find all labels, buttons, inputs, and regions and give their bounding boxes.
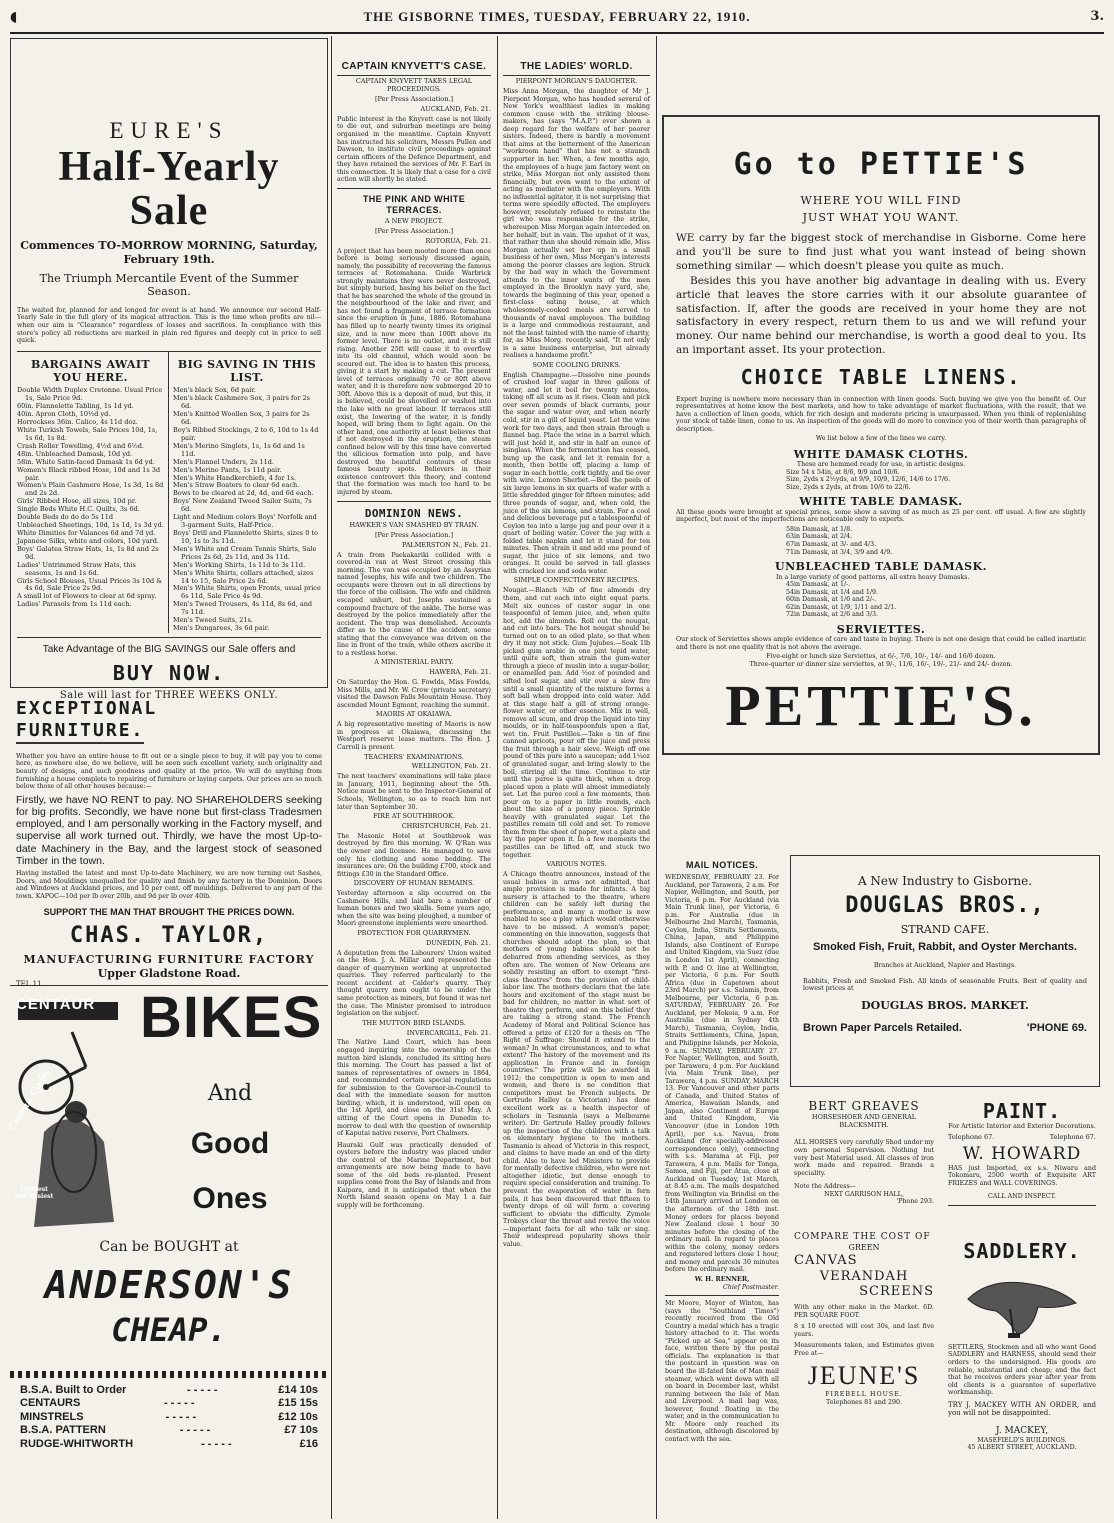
leader-dots: - - - - - — [187, 1384, 218, 1396]
bikes-ones: Ones — [192, 1182, 268, 1215]
minparty-body: On Saturday the Hon. G. Fowlds, Miss Fowlds, Miss Mills, and Mr. W. Crow (private secretary) visited the Dawson Falls Mountain House. They ascended Mount Egmont, reaching the summit. — [337, 679, 491, 709]
mutton-dateline: INVERCARGILL, Feb. 21. — [406, 1028, 491, 1037]
bargain-item: 60in. Flannelette Tabling, 1s 1d yd. — [17, 402, 134, 411]
mackey-street: 45 ALBERT STREET, AUCKLAND. — [967, 1444, 1077, 1452]
douglas-phone: 'PHONE 69. — [1026, 1022, 1087, 1035]
newspaper-title: THE GISBORNE TIMES, TUESDAY, FEBRUARY 22, 1910. — [363, 9, 751, 24]
bike-model: CENTAURS — [20, 1397, 81, 1410]
greaves-note: Note the Address— — [794, 1183, 856, 1191]
petties-logo: PETTIE'S. — [725, 673, 1037, 739]
furniture-firstly: Firstly, we have NO RENT to pay. NO SHAREHOLDERS seeking for big profits. Secondly, we have none but first-class Tradesmen employed, and I am personally working in the Factory myself, and supervise all work turned out. Thirdly, we have the most Up-to-date Machinery in the Bay, and the largest stock of seasoned Timber in the town. — [16, 793, 322, 868]
bikes-good: Good — [190, 1127, 270, 1160]
unbleached-item: 72in Damask, at 2/6 and 3/3. — [786, 611, 879, 619]
maoris-body: A big representative meeting of Maoris is now in progress at Okaiawa, discussing the Westport reserve lease matters. The Hon. J. Carroll is present. — [337, 721, 491, 751]
serviettes: SERVIETTES. — [836, 622, 926, 636]
douglas-branches: Branches at Auckland, Napier and Hastings. — [873, 962, 1017, 970]
page-number: 3. — [1090, 9, 1104, 24]
furniture-ad — [10, 688, 328, 989]
bike-price-row — [10, 1384, 328, 1397]
bike-price: £15 15s — [278, 1397, 318, 1410]
bikes-and: And — [207, 1081, 253, 1106]
bargain-item: 58in. White Satin-faced Damask 1s 6d yd. — [17, 457, 155, 466]
bargain-item: Women's Black ribbed Hose, 10d and 1s 3d pair. — [17, 465, 161, 482]
petties-ad — [662, 115, 1100, 755]
paint-ad — [944, 1095, 1100, 1230]
saving-item: Men's White and Cream Tennis Shirts, Sale Prices 2s 6d, 2s 11d, and 3s 11d. — [173, 544, 317, 561]
cooling-body: English Champagne.—Dissolve nine pounds of crushed loaf sugar in three gallons of water, and let it boil for twenty minutes, taking off all scum as it rises. Clean and pick over seven pounds of black currants, pour the sugar and water over, and when nearly cold, stir in a gill of liquid yeast. Let the wine work for two days, and then strain through a flannel bag. Place the wine in a barrel which will just hold it, and stir in half an ounce of isinglass. When the fermentation has ceased, bung up the cask, and let it remain for a month, then bottle off, placing a lump of sugar in each bottle, cork tightly, and tie over with wire. Lemon Sherbet.—Boil the peels of six large lemons in six quarts of water with a little shredded ginger for fifteen minutes; add three pounds of sugar, and, when cold, the juice of the six lemons, and strain. For a cool and delicious beverage put a tablespoonful of Ceylon tea into a large jug and pour over it a quart of boiling water. Cover the jug with a folded table napkin and let it stand for ten minutes. Then strain it and add one pound of sugar, the juice of six lemons, and two oranges. It could be served in tall glasses with cracked ice and soda water. — [503, 371, 650, 575]
unbleached-item: 45in Damask, at 1/-. — [786, 581, 851, 589]
serviettes-2: Three-quarter or dinner size serviettes, at 9/-, 11/6, 16/-, 19/-, 21/- and 24/- dozen. — [749, 660, 1013, 668]
sale-last: Sale will last for THREE WEEKS ONLY. — [59, 689, 279, 701]
petties-intro2: Besides this you have another big advantage in dealing with us. Every article that leaves the store carries with it our absolute guarantee of satisfaction. If, after the goods are received in your home they are not satisfactory in every respect, return them to us and we will refund your money. Our name behind our merchandise, is worth a good deal to you. Its an important asset. Its your protection. — [676, 275, 1086, 356]
bike-price-list — [10, 1384, 328, 1451]
bike-price-row — [10, 1411, 328, 1424]
cheap: CHEAP. — [111, 1311, 227, 1349]
saddlery-ad — [944, 1235, 1100, 1518]
canvas-measure: Measurements taken, and Estimates given Free at— — [794, 1342, 934, 1358]
saving-item: Men's Dungarees, 3s 6d pair. — [173, 624, 270, 633]
saving-list — [173, 387, 321, 633]
paint-call: CALL AND INSPECT. — [948, 1193, 1096, 1206]
canvas-screens: SCREENS — [859, 1284, 934, 1300]
terraces-dateline: ROTORUA, Feb. 21. — [425, 236, 491, 245]
greaves-phone: 'Phone 293. — [896, 1198, 934, 1206]
douglas-market: DOUGLAS BROS. MARKET. — [861, 998, 1029, 1012]
greaves-name: BERT GREAVES — [808, 1099, 920, 1113]
paint-tel: Telephone 67. — [948, 1132, 995, 1141]
canvas-canvas: CANVAS — [794, 1252, 858, 1268]
jeunes-logo: JEUNE'S — [807, 1360, 921, 1390]
road: Upper Gladstone Road. — [97, 966, 241, 980]
leader-dots: - - - - - — [163, 1397, 195, 1410]
column-2-news — [334, 38, 494, 1519]
bike-price: £14 10s — [278, 1384, 318, 1396]
morgan-head: PIERPONT MORGAN'S DAUGHTER. — [515, 77, 638, 86]
saddlery-head: SADDLERY. — [963, 1239, 1081, 1263]
buy-now: BUY NOW. — [112, 661, 226, 686]
eure-advantage: Take Advantage of the BIG SAVINGS our Sale offers and — [42, 643, 296, 655]
mutton-head: THE MUTTON BIRD ISLANDS. — [362, 1018, 466, 1027]
mackey-bldg: MASEFIELD'S BUILDINGS. — [977, 1436, 1067, 1444]
petties-intro: WE carry by far the biggest stock of merchandise in Gisborne. Come here and you'll be sure to find just what you want instead of being shown something similar — which doesn't please you quite as much. — [676, 232, 1086, 272]
white-table-damask: WHITE TABLE DAMASK. — [799, 495, 963, 509]
saddle-illustration — [948, 1269, 1096, 1341]
bargains-list — [17, 387, 164, 609]
saving-item: Boy's Ribbed Stockings, 2 to 6, 10d to 1s 4d pair. — [173, 426, 319, 442]
hawker-head: HAWKER'S VAN SMASHED BY TRAIN. — [349, 520, 479, 529]
expert-buying: Expert buying is nowhere more necessary than in connection with linen goods. Such buying we give you the benefit of. Our representatives at home know the best markets, and how to take advantage of market fluctuations, with the result, that we have a collection of linen goods, which for rich design and moderate pricing is unsurpassed. When you think of replenishing your stock of table linen, come to us. An inspection of the goods will do more to convince you of their worth than paragraphs of description. — [676, 395, 1086, 433]
bikes-ad — [6, 985, 328, 1509]
leader-dots: - - - - - — [179, 1424, 211, 1437]
furniture-heading-1: EXCEPTIONAL — [16, 698, 158, 719]
bargain-item: Unbleached Sheetings, 10d, 1s 1d, 1s 3d yd. — [17, 521, 164, 530]
bargain-item: Double Width Duplex Cretonne. Usual Price 1s, Sale Price 9d. — [17, 386, 163, 403]
terraces-head: THE PINK AND WHITE TERRACES. — [362, 193, 466, 215]
furniture-heading-2: FURNITURE. — [16, 720, 144, 744]
eure-name: EURE'S — [109, 118, 229, 143]
bargain-item: Women's Plain Cashmere Hose, 1s 3d, 1s 8d and 2s 2d. — [17, 481, 164, 498]
greaves-trade: HORSESHOER AND GENERAL BLACKSMITH. — [811, 1112, 917, 1129]
knyvett-dateline: AUCKLAND, Feb. 21. — [420, 104, 491, 113]
knyvett-sub: CAPTAIN KNYVETT TAKES LEGAL PROCEEDINGS. — [355, 77, 473, 94]
bike-model: MINSTRELS — [20, 1410, 84, 1423]
fire-dateline: CHRISTCHURCH, Feb. 21. — [401, 822, 491, 831]
quarry-dateline: DUNEDIN, Feb. 21. — [426, 938, 491, 947]
bargain-item: Single Beds White H.C. Quilts, 3s 6d. — [17, 505, 140, 514]
bike-price-row — [10, 1424, 328, 1437]
canvas-ad — [790, 1228, 938, 1518]
paint-for: For Artistic Interior and Exterior Decorations. — [948, 1123, 1096, 1131]
unbleached-damask: UNBLEACHED TABLE DAMASK. — [775, 560, 987, 574]
dominion-head: DOMINION NEWS. — [364, 506, 464, 520]
ladies-head: THE LADIES' WORLD. — [503, 61, 650, 76]
saving-item: Men's Tweed Suits, 21s. — [173, 616, 253, 625]
saving-item: Men's black Cashmere Sox, 3 pairs for 2s 6d. — [173, 394, 310, 411]
bought-at: Can be BOUGHT at — [99, 1239, 239, 1255]
jeunes-house: FIREBELL HOUSE. — [825, 1391, 903, 1399]
white-text: All these goods were brought at special prices, some show a saving of as much as 25 per cent. off usual. A few are slightly imperfect, but most of the imperfections are noticeable only to experts. — [676, 508, 1086, 524]
furniture-machinery: Having installed the latest and most Up-to-date Machinery, we are now turning out Sashes, Doors, and Mouldings unequalled for quality and finish by any factory in the Dominion. Doors and Windows at Auckland prices, and 10 per cent. off mouldings. Delivered to any part of the town. KAPOC—10d per lb over 20lb, and 9d per lb over 40lb. — [16, 870, 322, 900]
saving-item: Men's White Handkerchiefs, 4 for 1s. — [173, 473, 296, 482]
saving-item: Men's black Sox, 6d pair. — [173, 386, 256, 395]
bargain-item: 40in. Apron Cloth, 10½d yd. — [17, 410, 111, 419]
eure-headline: Half-Yearly Sale — [58, 144, 280, 235]
quarry-body: A deputation from the Labourers' Union waited on the Hon. J. A. Millar and represented the danger of quarrymen working at unprotected quarries. They referred particularly to the recent accident at Calder's quarry. They thought quarry men ought to be under the same protection as miners, but found it was not the case. The Minister promised to introduce legislation on the subject. — [337, 949, 491, 1018]
cloth-item: Size 54 x 54in, at 8/6, 9/9 and 10/6. — [786, 468, 900, 476]
paint-head: PAINT. — [982, 1099, 1062, 1123]
mail-sign: W. H. RENNER, — [694, 1275, 750, 1283]
go-to-petties: Go to PETTIE'S — [733, 147, 1029, 182]
unbleached-item: 54in Damask, at 1/4 and 1/9. — [786, 588, 879, 596]
minparty-head: A MINISTERIAL PARTY. — [374, 658, 454, 667]
greaves-address: NEXT GARRISON HALL, — [824, 1190, 904, 1198]
bargain-item: White Dimities for Valances 6d and 7d yd. — [17, 529, 156, 537]
saving-item: Men's Knitted Woollen Sox, 3 pairs for 2s 6d. — [173, 410, 310, 427]
column-3-ladies — [500, 38, 653, 1519]
paint-body: HAS just Imported, ex s.s. Niwaru and Tokomaru, 2500 worth of Exquisite ART FRIEZES and WALL COVERINGS. — [948, 1164, 1096, 1187]
mail-head: MAIL NOTICES. — [685, 860, 759, 870]
unbleached-item: 60in Damask, at 1/6 and 2/-. — [786, 596, 877, 604]
mail-notices — [662, 857, 782, 1517]
bike-price: £7 10s — [284, 1424, 318, 1437]
mackey-name: J. MACKEY, — [995, 1425, 1049, 1436]
knyvett-head: CAPTAIN KNYVETT'S CASE. — [337, 61, 491, 76]
fire-body: The Masonic Hotel at Southbrook was destroyed by fire this morning. W. Q'Ran was the owner and licensee. He managed to save only his clothing and some bedding. The insurances are: On the building £700, stock and fittings £30 in the Standard Office. — [337, 832, 491, 878]
bargain-item: Girls' Ribbed Hose, all sizes, 10d pr. — [17, 497, 137, 506]
eure-intro: The waited for, planned for and longed for event is at hand. We announce our second Half-Yearly Sale in the full glory of its magical attraction. This is the time when profits are nil—when our aim is "Clearance" regardless of losses and sacrifices. In compliance with this store's policy all reductions are marked in plain red figures and deeply cut in price to sell quick. — [17, 306, 321, 345]
factory: MANUFACTURING FURNITURE FACTORY — [23, 953, 315, 967]
douglas-ad — [790, 855, 1100, 1087]
eure-commences: Commences TO-MORROW MORNING, Saturday, February 19th. — [20, 239, 318, 266]
andersons: ANDERSON'S — [44, 1263, 294, 1307]
terraces-sub: A NEW PROJECT. — [384, 216, 444, 225]
saving-item: Men's Straw Boaters to clear 6d each. — [173, 481, 300, 490]
bargain-item: 48in. Unbleached Damask, 10d yd. — [17, 449, 133, 458]
bargains-title: BARGAINS AWAIT YOU HERE. — [31, 357, 150, 384]
saddlery-try: TRY J. MACKEY WITH AN ORDER, and you will not be disappointed. — [948, 1400, 1096, 1418]
serviettes-text: Our stock of Serviettes shows ample evidence of care and taste in buying. There is not one design that could be called inartistic and there is not one quality that is not above the average. — [676, 636, 1086, 651]
saving-item: Men's Working Shirts, 1s 11d to 3s 11d. — [173, 560, 306, 569]
cooling-head: SOME COOLING DRINKS. — [532, 360, 621, 369]
cloth-item: Size, 2yds x 2yds, at from 10/6 to 22/6. — [786, 483, 911, 491]
saving-item: Boys' Drill and Flannelette Shirts, sizes 0 to 10, 1s to 3s 11d. — [173, 529, 318, 545]
serviettes-1: Five-eight or lunch size Serviettes, at 6/-, 7/6, 10/-, 14/- and 16/6 dozen. — [766, 653, 996, 661]
douglas-fish: Smoked Fish, Fruit, Rabbit, and Oyster Merchants. — [812, 940, 1078, 953]
mail-sign2: Chief Postmaster. — [722, 1283, 779, 1291]
leader-dots: - - - - - — [165, 1410, 197, 1423]
bike-model: B.S.A. Built to Order — [20, 1384, 127, 1396]
morgan-body: Miss Anna Morgan, the daughter of Mr J. Pierpont Morgan, who has headed several of New York's wealthiest ladies in making common cause with the striking blouse-makers, has (says "M.A.P.") ever shown a deep regard for the welfare of her poorer sisters. Indeed, there is hardly a movement that aims at the betterment of the American "workroom hand" that has not a staunch supporter in her. When, a few months ago, the employees of a huge jam factory went on strike, Miss Morgan not only assisted them financially, but even went to the extent of acting as mediator with the employers. With no influential agitator, it is not surprising that terms were speedily effected. The employers however, resolutely refused to reinstate the girl who was responsible for the strike, whereupon Miss Morgan again interceded on her behalf, but in vain. The upshot of it was, that rather than she should remain idle, Miss Morgan actually set her up in a small business of her own. Miss Morgan's interests among the poorer classes are legion. Struck by the bad way in which the Government attends to the inner wants of the men employed in the Brooklyn navy yard, she, towards the beginning of this year, opened a first-class eating house, at which wholesomely-cooked meals are served to thousands of naval employees. The building is a large and commodious restaurant, and not the least tainted with the name of charity, for, as Miss Morg. recently said, "It not only is a sane business enterprise, but already realises a handsome profit." — [503, 88, 650, 360]
mail-body: WEDNESDAY, FEBRUARY 23. For Auckland, per Tarawera, 2 a.m. For Napier, Wellington, and South, per Victoria, 6 p.m. For Auckland (via Main Trunk line), per Victoria, 6 p.m. For Australia (due in Melbourne 2nd March), Tasmania, Ceylon, India, Straits Settlements, China, Japan, and Philippine Islands, also Continent of Europe and United Kingdom, via Suez (due in London 1st April), connecting with P. and O. line at Wellington, per Victoria, 6 p.m. For South Africa (due in Capetown about 23rd March) per s.s. Salamis, from Melbourne, per Victoria, 6 p.m. SATURDAY, FEBRUARY 26. For Auckland, per Mokoia, 9 a.m. For Australia (due in Sydney 4th March), Tasmania, Ceylon, India, Straits Settlements, China, Japan, and Philippine Islands, per Mokoia, 9 a.m. SUNDAY, FEBRUARY 27. For Napier, Wellington, and South, per Tarawera, 4 p.m. For Auckland (via Main Trunk line), per Tarawera, 4 p.m. SUNDAY, MARCH 13. For Vancouver and other parts of Canada, and United States of America, Hawaiian Islands, and Japan, also Continent of Europe and United Kingdom, via Vancouver (due in London 19th April), per s.s. Navua, from Auckland (for specially-addressed correspondence only), connecting with s.s. Marama at Fiji, per Tarawera, 4 p.m. Mails for Tonga, Samoa, and Fiji, per Atua, close at Auckland on Tuesday, 1st March, at 8.45 a.m. The mails despatched from Wellington via Brindisi on the 14th January arrived at London on the afternoon of the 18th inst. Money orders for places beyond New Zealand close 1 hour 30 minutes before the closing of the ordinary mail. In regard to places within the colony, money orders and registered letters close 1 hour, and money and parcels 30 minutes before the ordinary mail. — [665, 873, 779, 1274]
bargain-item: Horrockses 36in. Calico, 4s 11d doz. — [17, 418, 138, 427]
teachers-head: TEACHERS' EXAMINATIONS. — [364, 752, 464, 761]
centaur-cycles: Centaur Cycles — [6, 1067, 53, 1133]
douglas-name: DOUGLAS BROS., — [845, 892, 1045, 918]
hawker-dateline: PALMERSTON N., Feb. 21. — [401, 540, 491, 549]
mutton-body: The Native Land Court, which has been engaged inquiring into the ownership of the mutton bird islands, concluded its sitting here this morning. The Court has passed a list of names of representatives of owners in 1864, and recommended certain special regulations for submission to the Governor-in-Council to deal with the immediate season for mutton birding, which, it is understood, will open on the 1st April, and close on the 31st May. A sitting of the Court opens in Dunedin to-morrow to deal with the question of ownership of Kaputai native reserve, Port Chalmers. — [337, 1039, 491, 1138]
bike-model: RUDGE-WHITWORTH — [20, 1437, 134, 1450]
list-intro: We list below a few of the lines we carry. — [815, 435, 947, 443]
bike-price: £12 10s — [278, 1410, 318, 1423]
where-you-will-find: WHERE YOU WILL FIND — [800, 193, 962, 207]
tel: TEL 11. — [16, 980, 44, 989]
canvas-green: GREEN — [848, 1242, 880, 1252]
teachers-dateline: WELLINGTON, Feb. 21. — [411, 762, 491, 771]
furniture-intro: Whether you have an entire house to fit out or a single piece to buy, it will pay you to come here, as nowhere else, do we believe, will be seen such excellent variety, such originality and beauty of designs, and such goodness and quality at the price. We will do anything from furnishing a house complete to repairing of furniture or laying carpets. Our prices are so much below those of all other houses because:— — [16, 752, 322, 791]
saving-item: Men's Merino Pants, 1s 11d pair. — [173, 465, 282, 474]
douglas-cafe: STRAND CAFE. — [900, 923, 990, 937]
knyvett-body: Public interest in the Knyvett case is not likely to die out, and suburban meetings are being organised in the meantime. Captain Knyvett has instructed his solicitors, Messrs Pullen and Dawson, to institute civil proceedings against certain officers of the Defence Department, and they have retained the services of Mr. F. Earl in this connection. It is likely that a case for a civil action will shortly be stated. — [337, 115, 491, 184]
bargain-item: A small lot of Flowers to clear at 6d spray. — [17, 592, 157, 601]
teachers-body: The next teachers' examinations will take place in January, 1911, beginning about the 5th. Notice must be sent to the Inspector-General of Schools, Wellington, so as to reach him not later than September 30. — [337, 773, 491, 811]
hawker-body: A train from Paekakariki collided with a covered-in van at West Street crossing this morning. The van was occupied by an Assyrian named Josephs, his wife and two children. The occupants were thrown out in all directions by the force of the collision. The wife and children escaped unhurt, but Josephs sustained a compound fracture of the ankle. The horse was destroyed by the police immediately after the accident. The trap was demolished. Accounts differ as to the cause of the accident, some stating that the conveyance was driven on the line in front of the train, while others ascribe it to a restless horse. — [337, 551, 491, 657]
unbleached-list — [786, 581, 1086, 619]
saddlery-body: SETTLERS, Stockmen and all who want Good SADDLERY and HARNESS, should send their orders to the undersigned. His goods are reliable, substantial and cheap; and the fact that he receives orders year after year from old clients is a guarantee of superlative workmanship. — [948, 1343, 1096, 1397]
unbleached-item: 62in Damask, at 1/9, 1/11 and 2/1. — [786, 603, 897, 611]
saving-item: Boys' New Zealand Tweed Sailor Suits, 7s 6d. — [173, 497, 312, 514]
fire-head: FIRE AT SOUTHBROOK. — [372, 812, 456, 821]
minparty-dateline: HAWERA, Feb. 21. — [429, 668, 491, 677]
paint-name: W. HOWARD — [962, 1143, 1082, 1164]
saving-item: Bows to be cleared at 2d, 4d, and 6d each. — [173, 489, 314, 498]
just-what-you-want: JUST WHAT YOU WANT. — [802, 211, 960, 224]
cloths-text: These are hemmed ready for use, in artistic designs. — [796, 461, 966, 469]
furniture-support: SUPPORT THE MAN THAT BROUGHT THE PRICES DOWN. — [43, 906, 295, 917]
white-list — [786, 526, 1086, 556]
notes-body: A Chicago theatre announces, instead of the usual babies in arms not admitted, that ample provision is made for infants. A big nursery is attached to the theatre, where children can be safely left during the performance, and many a mother is now enabled to see a play which would otherwise have to be missed. A woman's paper, commenting on this innovation, suggests that churches should adopt the plan, so that mothers of young babies should not be debarred from attending services, as they often are. The women of New Orleans are solidly resisting an effort to exempt "first-class theatres" from the provision of child-labor law. The mothers declare that the late hours and excitement of the stage must be bad for children, no matter in what sort of theatre they perform, and on this belief they are taking a strong stand. The French Academy of Moral and Political Science has offered a prize of £120 for a thesis on "The Right of Suffrage: Should it extend to the woman? In what circumstances, and to what extent? The history of the movement and its application in France and in foreign countries." The prize will be awarded in 1912; the competition is open to men and women, and there is no condition that competitors must be French subjects. Dr Gertrude Halley (a Victorian) has done excellent work as a health inspector of scholars in Tasmania (says a Melbourne writer). Dr. Gertrude Halley proudly follows up the inspection of the children with a talk on elementary hygiene to the mothers. Tasmania is ahead of Victoria in this respect, and claims to have made an end of the dirty child. Also to have led Ministers to provide for mentally defective children, who were not altogether idiotic, but dense enough to require special consideration and training. To prevent the evaporation of water in fern pails, it has been discovered that fifteen to twenty drops of oil will form a covering sufficient to obviate the difficulty. Zymole Trokeys clear the throat and revive the voice—important facts for all who talk or sing. Their widespread popularity shows their value. — [503, 871, 650, 1248]
centaur-brand: CENTAUR — [16, 996, 96, 1013]
remains-body: Yesterday afternoon a slip occurred on the Cashmere Hills, and laid bare a number of human bones and two skulls. Some years ago, when the site was being ploughed, a number of Maori greenstone implements were unearthed. — [337, 890, 491, 928]
bargain-item: Double Beds do do do 5s 11d — [17, 513, 114, 522]
saving-item: Men's Flannel Unders, 2s 11d. — [173, 457, 274, 466]
eure-ad — [10, 38, 328, 701]
saving-item: Men's White Shirts, open Fronts, usual price 6s 11d, Sale Price 4s 9d. — [173, 584, 321, 601]
bargain-item: Boys' Galatea Straw Hats, 1s, 1s 8d and 2s 9d. — [17, 544, 159, 561]
douglas-new: A New Industry to Gisborne. — [857, 874, 1033, 888]
notes-head: VARIOUS NOTES. — [546, 860, 607, 869]
bikes-title: BIKES — [140, 985, 323, 1050]
leader-dots: - - - - - — [201, 1437, 232, 1450]
bike-price-row — [10, 1438, 328, 1451]
maoris-head: MAORIS AT OKAIAWA. — [375, 710, 453, 719]
bargain-item: Crash Roller Towelling, 4½d and 6½d. — [17, 441, 145, 450]
douglas-rabbits: Rabbits, Fresh and Smoked Fish. All kinds of seasonable Fruits. Best of quality and lowest prices at — [803, 977, 1087, 993]
jeunes-tel: Telephones 81 and 290. — [826, 1398, 902, 1406]
unbleached-text: In a large variety of good patterns, all extra heavy Damasks. — [776, 573, 970, 581]
canvas-size: 8 x 10 erected will cost 30s, and last five years. — [794, 1323, 934, 1338]
eure-event: The Triumph Mercantile Event of the Summer Season. — [39, 272, 299, 299]
white-damask-cloths: WHITE DAMASK CLOTHS. — [793, 447, 969, 461]
douglas-paper: Brown Paper Parcels Retailed. — [803, 1022, 962, 1035]
white-damask-item: 67in Damask, at 3/- and 4/3. — [786, 541, 877, 549]
bike-price: £16 — [299, 1437, 318, 1450]
confect-head: SIMPLE CONFECTIONERY RECIPES. — [513, 576, 640, 585]
hawker-press: [Per Press Association.] — [375, 530, 453, 539]
greaves-ad — [790, 1095, 938, 1206]
cloth-item: Size, 2yds x 2½yds, at 9/9, 10/9, 12/6, 14/6 to 17/6. — [786, 476, 951, 484]
white-damask-item: 58in Damask, at 1/8. — [786, 525, 853, 533]
hauraki-body: Hauraki Gulf was practically denuded of oysters before the industry was placed under the control of the Marine Department, but arrangements are now being made to have some of the old beds re-planted. Present supplies come from the Bay of Islands and from Kaipara, and it is anticipated that when the North Island season opens on May 1 a fair supply will be forthcoming. — [337, 1141, 491, 1209]
canvas-compare: COMPARE THE COST OF — [794, 1232, 931, 1242]
bike-model: B.S.A. PATTERN — [20, 1424, 106, 1437]
quarry-head: PROTECTION FOR QUARRYMEN. — [357, 928, 471, 937]
terraces-press: [Per Press Association.] — [375, 226, 453, 235]
greaves-body: ALL HORSES very carefully Shod under my own personal Supervision. Nothing but very best Material used. All classes of iron work made and repaired. Brands a speciality. — [794, 1139, 934, 1177]
choice-linens: CHOICE TABLE LINENS. — [740, 365, 1022, 390]
saving-title: BIG SAVING IN THIS LIST. — [177, 357, 317, 384]
remains-head: DISCOVERY OF HUMAN REMAINS. — [353, 879, 475, 888]
saving-item: Men's Tweed Trousers, 4s 11d, 8s 6d, and 7s 11d. — [173, 600, 313, 617]
moore-story: Mr Moore, Mayor of Winton, has (says the "Southland Times") recently received from the Old Country a medal which has a tragic history attached to it. The words "Picked up at Sea," appear on its face, written there by the postal officials. The explanation is that the postcard in question was on board the ill-fated Isle of Man mail steamer, which went down with all on board in December last, whilst running between the Isle of Man and Liverpool. A mail bag was, however, found floating in the water, and in the communication to Mr. Moore only reached its destination, although discolored by contact with the sea. — [665, 1300, 779, 1443]
cloths-list — [786, 469, 1086, 492]
bargain-item: Japanese Silks, white and colors, 10d yard. — [17, 536, 159, 545]
paint-tel2: Telephone 67. — [1049, 1132, 1096, 1141]
bargain-item: Ladies' Parasols from 1s 11d each. — [17, 600, 132, 609]
page-mark: ◖ — [10, 9, 18, 25]
canvas-body: With any other make in the Market. 6D. PER SQUARE FOOT. — [794, 1304, 934, 1319]
bargain-item: Ladies' Untrimmed Straw Hats, this seasons, 1s and 1s 6d. — [17, 560, 136, 577]
bargain-item: Girls School Blouses, Usual Prices 3s 10d & 4s 6d, Sale Price 2s 9d. — [17, 576, 163, 593]
saving-item: Men's Merino Singlets, 1s, 1s 6d and 1s 11d. — [173, 441, 305, 458]
bargain-item: White Turkish Towels, Sale Prices 10d, 1s, 1s 6d, 1s 8d. — [17, 426, 158, 442]
confect-body: Nougat.—Blanch ¼lb of fine almonds dry them, and cut each into eight equal parts. Melt six ounces of castor sugar in one teaspoonful of lemon juice, and, when quite hot, add the almonds. Roll out the nougat, and cut into bars. The hot nougat should be turned out on to an oiled plate, so that when dry it may not stick. Gum Jujubes.—Soak 1lb picked gum arabic in one pint tepid water, until quite soft, then strain the gum-water through a piece of muslin into a sugar-boiler, or enamelled pan. Add ½oz of pounded and sifted loaf sugar, and stir over a slow fire until a small quantity of the mixture forms a soft ball when dropped into cold water. Add at this stage half a gill of strong orange-flower water, or other essence. Mix in well, remove all scum, and drop the liquid into tiny moulds, or in half-teaspoonfuls upon a flat, wet tin. Fruit Pastilles.—Take a tin of fine canned apricots, pour off the juice and press the fruit through a hair sieve. Weigh off one pound of this pure into a saucepan; add 1¼oz of granulated sugar, and bring slowly to the boil, stirring all the time. Continue to stir until the puree is quite thick, when a drop placed upon a plate will almost immediately set. Let the puree cool a few moments, then pour on to a paper in little rounds, each about the size of a penny piece. Sprinkle heavily with granulated sugar. Let the pastilles remain till cold and set. To remove them from the sheet of paper, wet a plate and lay the paper upon it. In a few moments the pastilles can be lifted off, and stuck two together. — [503, 587, 650, 859]
saving-item: Men's White Shirts, collars attached, sizes 14 to 15, Sale Price 2s 6d. — [173, 568, 314, 585]
chas-taylor: CHAS. TAYLOR, — [69, 923, 269, 949]
centaur-bicycle-illustration — [14, 992, 134, 1242]
bike-price-row — [10, 1397, 328, 1410]
white-damask-item: 63in Damask, at 2/4. — [786, 533, 853, 541]
terraces-body: A project that has been mooted more than once before is being seriously discussed again, namely, the possibility of recovering the famous terraces at Rotomahana. Guide Warbrick strongly maintains they were never destroyed, but simply buried, basing his belief on the fact that he has searched the whole of the ground in the neighbourhood of the lake and river, and has not found a fragment of terrace formation since the eruption in June, 1886. Rotomahana has filled up to nearly twenty times its original size, and is now more than 100ft above its former level. There is no outlet, and it is still rising. Another 25ft will cause it to overflow into its old channel, which would soon be scoured out. The idea is to hasten this process, giving it a start by making a cut. The present level of terraces originally 70 or 80ft above water, and it is therefore now submerged 20 to 30ft. Above this is a deposit of mud, but this, it is believed, could be shovelled or washed into the lake with no great labour. If terraces still exist, the lowering of the water, it is fondly hoped, will bring them to light again. On the other hand, one authority at least believes that if not destroyed in the eruption, the steam confined below will by this time have converted the silicious formation into pulp, and have destroyed the beautiful contours of these famous beauty spots. Believers in their existence controvert this theory, and contend that the formation was much too hard to be injured by steam. — [337, 247, 491, 496]
white-damask-item: 71in Damask, at 3/4, 3/9 and 4/9. — [786, 548, 893, 556]
masthead — [10, 4, 1104, 34]
saving-item: Light and Medium colors Boys' Norfolk and 3-garment Suits, Half-Price. — [173, 513, 317, 530]
knyvett-press: [Per Press Association.] — [375, 95, 453, 104]
centaur-badge: Lightest and Easiest — [14, 1186, 54, 1201]
ornament-rule — [10, 1371, 328, 1378]
column-1 — [6, 38, 328, 1519]
canvas-verandah: VERANDAH — [819, 1268, 909, 1284]
